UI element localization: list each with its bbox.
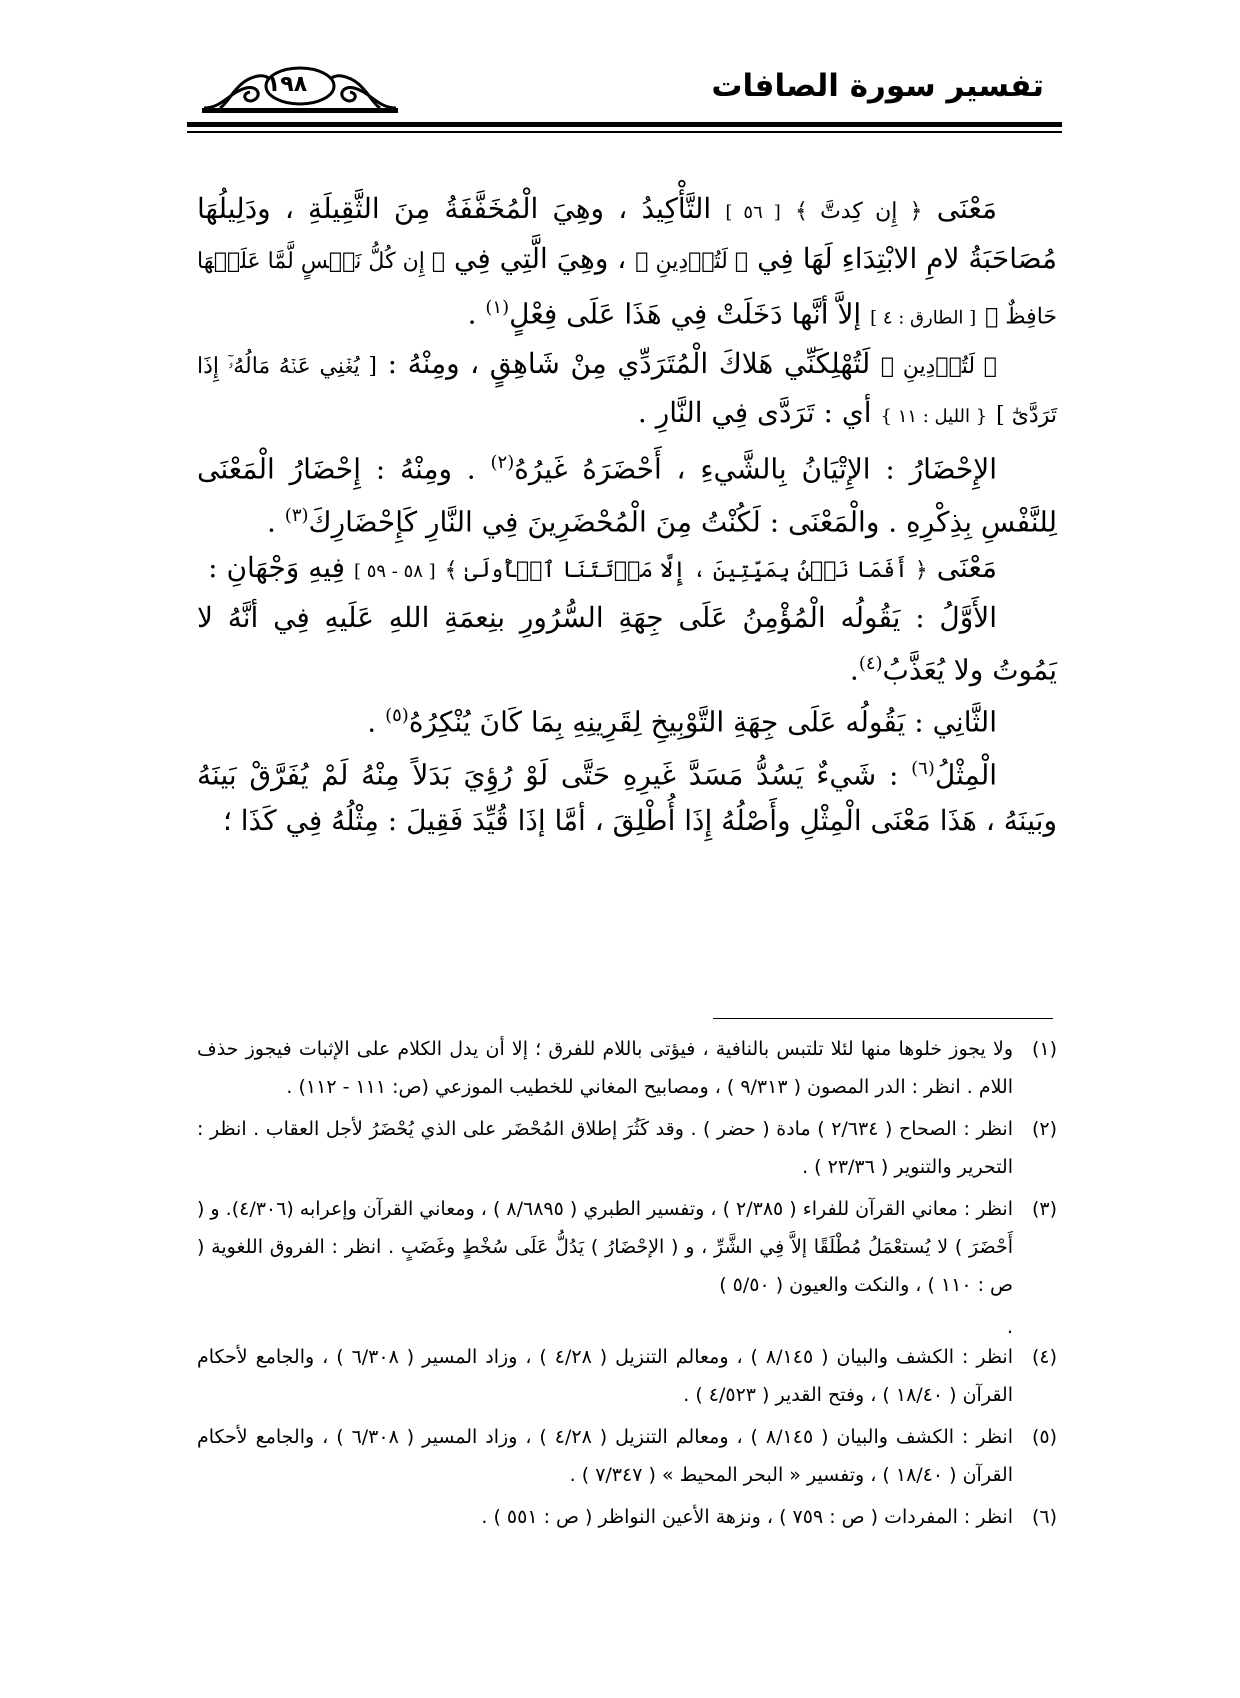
paragraph-3: الإِحْضَارُ : الإِتْيَانُ بِالشَّيءِ ، أَحْضَرَهُ غَيرُهُ$^{(٢)}$ . ومِنْهُ : إِحْضَارُ الْمَعْنَى لِلنَّفْسِ بِذِكْرِهِ . والْمَعْنَى : لَكُنْتُ مِنَ الْمُحْضَرِينَ فِي النَّارِ كَإِحْضَارِكَ$^{(٣)}$ . — [197, 452, 1057, 538]
footnote-marker: (٥) — [385, 705, 409, 727]
footnotes — [197, 1030, 1057, 1540]
quran-quote: ﴿ أَفَمَا نَحۡنُ بِمَيِّتِينَ ، إِلَّا مَوۡتَتَنَا ٱلۡأُولَىٰ ﴾ — [444, 557, 928, 583]
verse-ref: [ ٥٦ ] — [725, 202, 781, 223]
paragraph-2: ﴿ لَتُرۡدِينِ ﴾ لَتُهْلِكَنِّي هَلاكَ الْمُتَرَدِّي مِنْ شَاهِقٍ ، ومِنْهُ : [ يُغۡنِي عَنۡهُ مَالُهُۥٓ إِذَا تَرَدَّىٰٓ ] { الليل : ١١ } أي : تَرَدَّى فِي النَّارِ . — [197, 347, 1057, 430]
verse-ref: [ ٥٨ - ٥٩ ] — [353, 560, 436, 582]
paragraph-4: مَعْنَى ﴿ أَفَمَا نَحۡنُ بِمَيِّتِينَ ، إِلَّا مَوۡتَتَنَا ٱلۡأُولَىٰ ﴾ [ ٥٨ - ٥٩ ] فِيهِ وَجْهَانِ : — [208, 550, 997, 584]
paragraph-5: الأَوَّلُ : يَقُولُه الْمُؤْمِنُ عَلَى جِهَةِ السُّرُورِ بنِعمَةِ اللهِ عَلَيهِ فِي أنَّهُ لا يَمُوتُ ولا يُعَذَّبُ$^{(٤)}$. — [197, 600, 1057, 687]
footnote-separator — [713, 1018, 1053, 1019]
footnote-1: (١) ولا يجوز خلوها منها لئلا تلتبس بالنافية ، فيؤتى باللام للفرق ؛ إلا أن يدل الكلام على الإثبات فيجوز حذف اللام . انظر : الدر المصون ( ٩/٣١٣ ) ، ومصابيح المغاني للخطيب الموزعي (ص: ١١١ - ١١٢) . — [197, 1038, 1057, 1098]
footnote-marker: (٣) — [284, 504, 309, 526]
footnote-2: (٢) انظر : الصحاح ( ٢/٦٣٤ ) مادة ( حضر ) . وقد كَثُرَ إطلاق المُحْضَر على الذي يُحْضَرُ لأجل العقاب . انظر : التحرير والتنوير ( ٢٣/٣٦ ) . — [197, 1118, 1057, 1178]
header-rule-thick — [187, 122, 1062, 127]
running-header-title: تفسير سورة الصافات — [711, 68, 1044, 104]
footnote-marker: (١) — [485, 297, 510, 318]
page-number: ١٩٨ — [266, 72, 308, 97]
paragraph-6: الثَّانِي : يَقُولُه عَلَى جِهَةِ التَّوْبِيخِ لِقَرِينِهِ بِمَا كَانَ يُنْكِرُهُ$^{(٥)}$ . — [367, 705, 997, 739]
footnote-3-tail: . — [1006, 1316, 1013, 1338]
verse-ref: { الليل : ١١ } — [880, 406, 988, 428]
footnote-3: (٣) انظر : معاني القرآن للفراء ( ٢/٣٨٥ ) ، وتفسير الطبري ( ٨/٦٨٩٥ ) ، ومعاني القرآن وإعرابه (٤/٣٠٦). و ( أَحْضَرَ ) لا يُستعْمَلُ مُطْلَقًا إلاَّ فِي الشَّرِّ ، و ( الإحْضَارُ ) يَدُلُّ عَلَى سُخْطٍ وغَضَبٍ . انظر : الفروق اللغوية ( ص : ١١٠ ) ، والنكت والعيون ( ٥/٥٠ ) — [196, 1198, 1057, 1296]
paragraph-1: مَعْنَى ﴿ إِن كِدتَّ ﴾ [ ٥٦ ] التَّأْكِيدُ ، وهِيَ الْمُخَفَّفَةُ مِنَ الثَّقِيلَةِ ، ودَلِيلُهَا مُصَاحَبَةُ لامِ الابْتِدَاءِ لَهَا فِي ﴿ لَتُرۡدِينِ ﴾ ، وهِيَ الَّتِي فِي ﴿ إِن كُلُّ نَفۡسٍ لَّمَّا عَلَيۡهَا حَافِظٌ ﴾ [ الطارق : ٤ ] إلاَّ أنَّها دَخَلَتْ فِي هَذَا عَلَى فِعْلٍ$^{(١)}$ . — [197, 192, 1057, 331]
main-text — [197, 186, 1057, 844]
footnote-marker: (٢) — [490, 452, 515, 474]
quran-quote: ﴿ لَتُرۡدِينِ ﴾ — [635, 249, 749, 274]
footnote-5: (٥) انظر : الكشف والبيان ( ٨/١٤٥ ) ، ومعالم التنزيل ( ٤/٢٨ ) ، وزاد المسير ( ٦/٣٠٨ ) ، والجامع لأحكام القرآن ( ١٨/٤٠ ) ، وتفسير « البحر المحيط » ( ٧/٣٤٧ ) . — [197, 1426, 1057, 1486]
footnote-6: (٦) انظر : المفردات ( ص : ٧٥٩ ) ، ونزهة الأعين النواظر ( ص : ٥٥١ ) . — [481, 1506, 1057, 1528]
paragraph-7: الْمِثْلُ$^{(٦)}$ : شَيءٌ يَسُدُّ مَسَدَّ غَيرِهِ حَتَّى لَوْ رُؤِيَ بَدَلاً مِنْهُ لَمْ يُفَرَّقْ بَينَهُ وبَينَهُ ، هَذَا مَعْنَى الْمِثْلِ وأَصْلُهُ إِذَا أُطْلِقَ ، أمَّا إذَا قُيِّدَ فَقِيلَ : مِثْلُهُ فِي كَذَا ؛ — [197, 757, 1057, 837]
header-rule-thin — [187, 131, 1062, 133]
verse-ref: [ الطارق : ٤ ] — [870, 307, 977, 329]
quran-quote: ﴿ إِن كِدتَّ ﴾ — [794, 199, 923, 224]
footnote-marker: (٦) — [911, 757, 935, 779]
quran-quote: ﴿ لَتُرۡدِينِ ﴾ — [880, 354, 997, 380]
footnote-marker: (٤) — [858, 652, 883, 674]
quran-quote: [ يُغۡنِي عَنۡهُ مَالُهُۥٓ إِذَا تَرَدَّىٰٓ ] — [197, 354, 1057, 429]
quran-quote: ﴿ إِن كُلُّ نَفۡسٍ لَّمَّا عَلَيۡهَا حَافِظٌ ﴾ — [197, 249, 1057, 330]
footnote-4: (٤) انظر : الكشف والبيان ( ٨/١٤٥ ) ، ومعالم التنزيل ( ٤/٢٨ ) ، وزاد المسير ( ٦/٣٠٨ ) ، والجامع لأحكام القرآن ( ١٨/٤٠ ) ، وفتح القدير ( ٤/٥٢٣ ) . — [197, 1346, 1057, 1406]
